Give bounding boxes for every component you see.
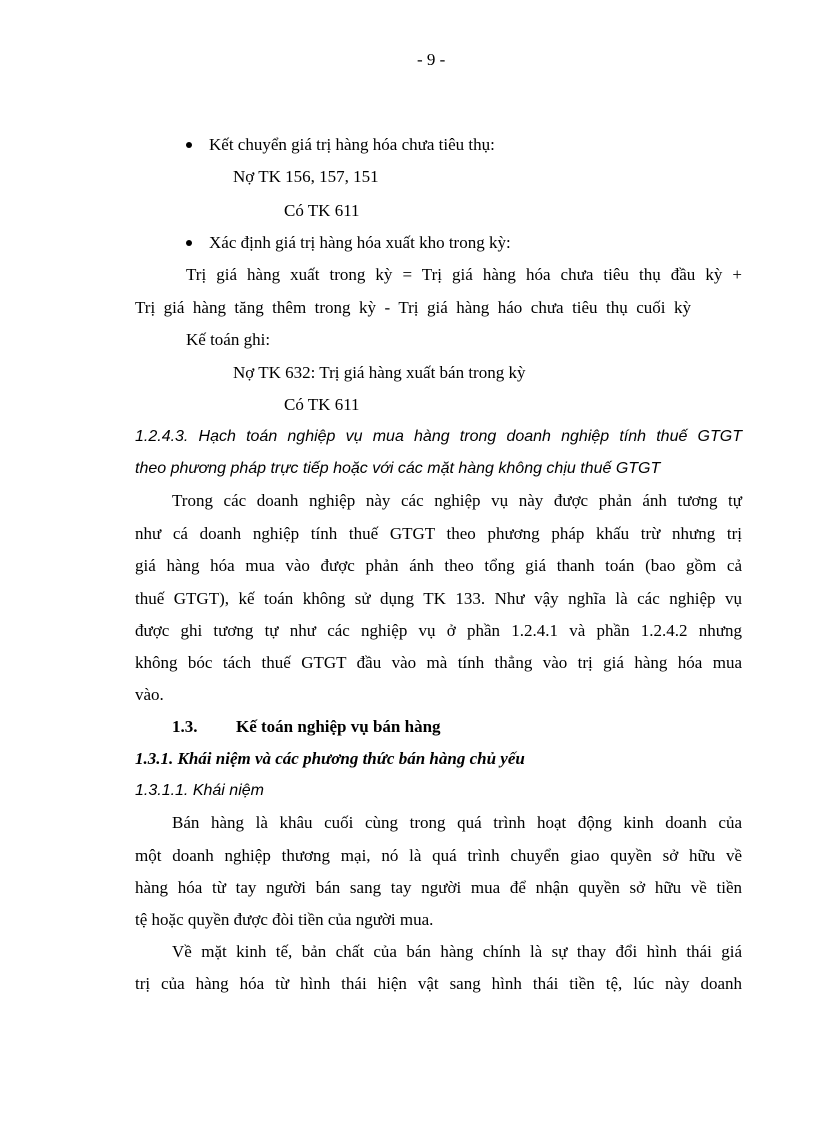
paragraph-line: Bán hàng là khâu cuối cùng trong quá trình hoạt động kinh doanh của bbox=[172, 813, 742, 832]
section-title: Kế toán nghiệp vụ bán hàng bbox=[236, 717, 441, 736]
paragraph-line: tệ hoặc quyền được đòi tiền của người mua. bbox=[135, 910, 434, 929]
paragraph-line: giá hàng hóa mua vào được phản ánh theo tổng giá thanh toán (bao gồm cả bbox=[135, 556, 742, 575]
section-heading: theo phương pháp trực tiếp hoặc với các mặt hàng không chịu thuế GTGT bbox=[135, 460, 661, 477]
paragraph-line: như cá doanh nghiệp tính thuế GTGT theo phương pháp khấu trừ nhưng trị bbox=[135, 524, 742, 543]
bullet-icon bbox=[186, 240, 192, 246]
paragraph-line: Về mặt kinh tế, bản chất của bán hàng chính là sự thay đổi hình thái giá bbox=[172, 942, 742, 961]
bullet-text: Xác định giá trị hàng hóa xuất kho trong kỳ: bbox=[209, 233, 511, 252]
subsection-title: 1.3.1. Khái niệm và các phương thức bán hàng chủ yếu bbox=[135, 749, 525, 768]
paragraph-line: Trong các doanh nghiệp này các nghiệp vụ này được phản ánh tương tự bbox=[172, 491, 742, 510]
page-number: - 9 - bbox=[417, 50, 446, 69]
entry-credit: Có TK 611 bbox=[284, 201, 360, 220]
text-line: Kế toán ghi: bbox=[186, 330, 271, 349]
bullet-icon bbox=[186, 142, 192, 148]
paragraph-line: được ghi tương tự như các nghiệp vụ ở phần 1.2.4.1 và phần 1.2.4.2 nhưng bbox=[135, 621, 742, 640]
paragraph-line: thuế GTGT), kế toán không sử dụng TK 133. Như vậy nghĩa là các nghiệp vụ bbox=[135, 589, 742, 608]
paragraph-line: hàng hóa từ tay người bán sang tay người mua để nhận quyền sở hữu về tiền bbox=[135, 878, 742, 897]
formula-line: Trị giá hàng xuất trong kỳ = Trị giá hàng hóa chưa tiêu thụ đầu kỳ + bbox=[186, 265, 742, 284]
section-number: 1.3. bbox=[172, 717, 198, 736]
paragraph-line: một doanh nghiệp thương mại, nó là quá trình chuyển giao quyền sở hữu về bbox=[135, 846, 742, 865]
entry-credit: Có TK 611 bbox=[284, 395, 360, 414]
entry-debit: Nợ TK 632: Trị giá hàng xuất bán trong kỳ bbox=[233, 363, 526, 382]
entry-debit: Nợ TK 156, 157, 151 bbox=[233, 167, 379, 186]
formula-line: Trị giá hàng tăng thêm trong kỳ - Trị giá hàng háo chưa tiêu thụ cuối kỳ bbox=[135, 298, 691, 317]
paragraph-line: không bóc tách thuế GTGT đầu vào mà tính thẳng vào trị giá hàng hóa mua bbox=[135, 653, 742, 672]
paragraph-line: trị của hàng hóa từ hình thái hiện vật sang hình thái tiền tệ, lúc này doanh bbox=[135, 974, 742, 993]
paragraph-line: vào. bbox=[135, 685, 164, 704]
section-heading: 1.2.4.3. Hạch toán nghiệp vụ mua hàng trong doanh nghiệp tính thuế GTGT bbox=[135, 428, 742, 445]
bullet-text: Kết chuyển giá trị hàng hóa chưa tiêu thụ: bbox=[209, 135, 495, 154]
subsubsection-title: 1.3.1.1. Khái niệm bbox=[135, 782, 264, 799]
